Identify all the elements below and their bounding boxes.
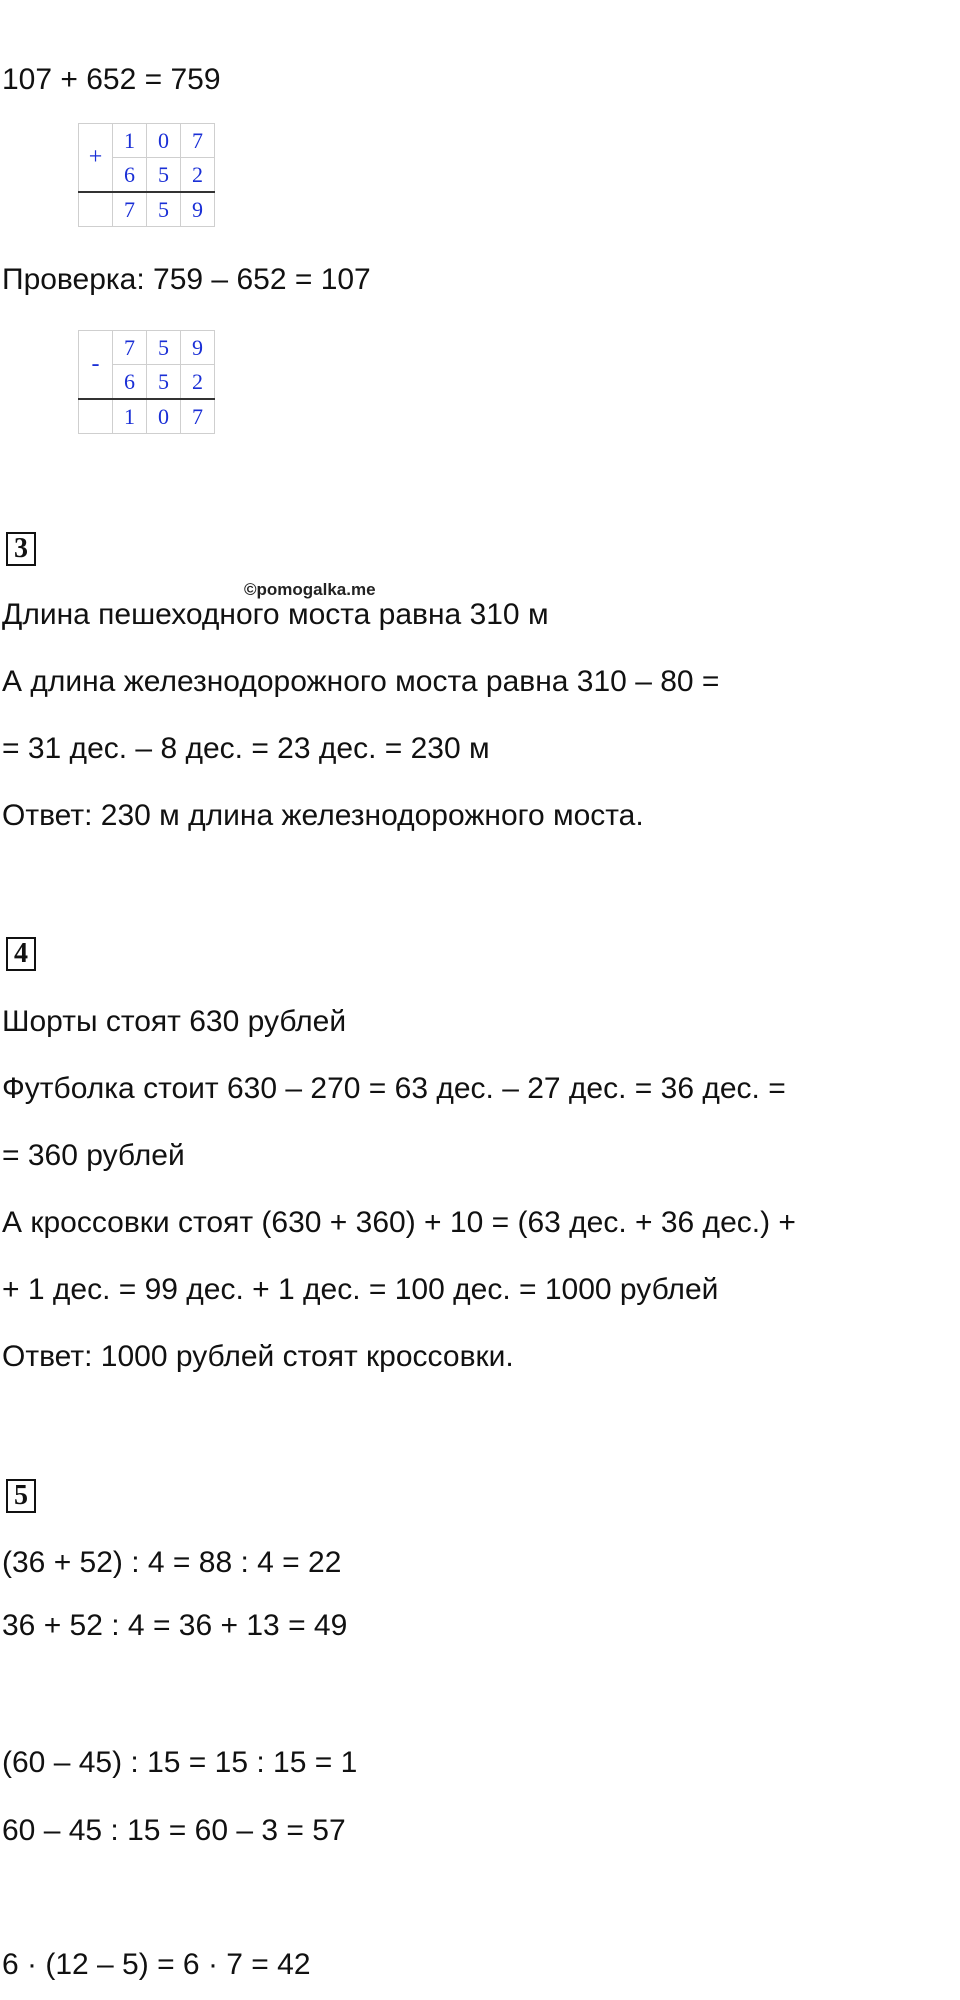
result-digit: 7 — [181, 399, 215, 434]
task5-line: 36 + 52 : 4 = 36 + 13 = 49 — [2, 1609, 348, 1642]
result-digit: 1 — [113, 399, 147, 434]
task4-line: Шорты стоят 630 рублей — [2, 1005, 347, 1038]
task4-line: + 1 дес. = 99 дес. + 1 дес. = 100 дес. = 1000 рублей — [2, 1273, 719, 1306]
digit: 5 — [147, 331, 181, 365]
task5-line: 60 – 45 : 15 = 60 – 3 = 57 — [2, 1814, 346, 1847]
task3-line: А длина железнодорожного моста равна 310 – 80 = — [2, 665, 720, 698]
digit: 5 — [147, 158, 181, 193]
digit: 9 — [181, 331, 215, 365]
task4-answer: Ответ: 1000 рублей стоят кроссовки. — [2, 1340, 514, 1373]
task5-line: 6 · (12 – 5) = 6 · 7 = 42 — [2, 1948, 311, 1981]
result-digit: 0 — [147, 399, 181, 434]
digit: 7 — [113, 331, 147, 365]
task4-line: А кроссовки стоят (630 + 360) + 10 = (63 дес. + 36 дес.) + — [2, 1206, 796, 1239]
empty-cell — [79, 399, 113, 434]
task3-line: = 31 дес. – 8 дес. = 23 дес. = 230 м — [2, 732, 490, 765]
task3-answer: Ответ: 230 м длина железнодорожного моста. — [2, 799, 644, 832]
task4-line: Футболка стоит 630 – 270 = 63 дес. – 27 дес. = 36 дес. = — [2, 1072, 786, 1105]
digit: 5 — [147, 365, 181, 400]
task-number-3: 3 — [6, 532, 36, 566]
digit: 6 — [113, 365, 147, 400]
task-number-5: 5 — [6, 1479, 36, 1513]
digit: 2 — [181, 365, 215, 400]
empty-cell — [79, 192, 113, 227]
digit: 0 — [147, 124, 181, 158]
digit: 2 — [181, 158, 215, 193]
task4-line: = 360 рублей — [2, 1139, 185, 1172]
watermark: ©pomogalka.me — [244, 580, 376, 599]
column-addition — [78, 123, 215, 227]
operator-sign: + — [79, 124, 113, 193]
result-digit: 5 — [147, 192, 181, 227]
task5-line: (36 + 52) : 4 = 88 : 4 = 22 — [2, 1546, 342, 1579]
result-digit: 9 — [181, 192, 215, 227]
digit: 1 — [113, 124, 147, 158]
operator-sign: - — [79, 331, 113, 400]
digit: 6 — [113, 158, 147, 193]
task-number-4: 4 — [6, 937, 36, 971]
check-line: Проверка: 759 – 652 = 107 — [2, 263, 371, 296]
digit: 7 — [181, 124, 215, 158]
result-digit: 7 — [113, 192, 147, 227]
task3-line: Длина пешеходного моста равна 310 м — [2, 598, 549, 631]
task5-line: (60 – 45) : 15 = 15 : 15 = 1 — [2, 1746, 358, 1779]
column-subtraction — [78, 330, 215, 434]
equation-line: 107 + 652 = 759 — [2, 63, 221, 96]
